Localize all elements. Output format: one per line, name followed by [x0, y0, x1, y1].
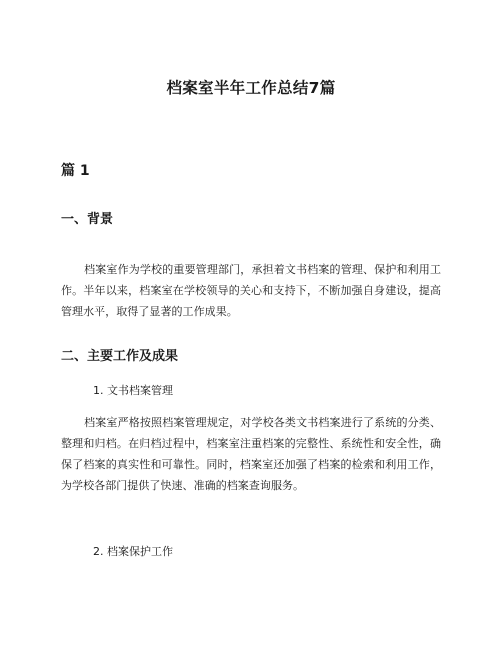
document-archive-paragraph: 档案室严格按照档案管理规定，对学校各类文书档案进行了系统的分类、整理和归档。在归档过程中，档案室注重档案的完整性、系统性和安全性，确保了档案的真实性和可靠性。同时，档案室还加强了档案的检索和利用工作，为学校各部门提供了快速、准确的档案查询服务。	[61, 416, 441, 492]
document-title: 档案室半年工作总结7篇	[166, 79, 336, 97]
section-heading-main-work: 二、主要工作及成果	[61, 349, 179, 364]
subheading-archive-protection: 2. 档案保护工作	[93, 545, 173, 558]
background-paragraph: 档案室作为学校的重要管理部门，承担着文书档案的管理、保护和利用工作。半年以来，档案室在学校领导的关心和支持下，不断加强自身建设，提高管理水平，取得了显著的工作成果。	[61, 263, 441, 318]
subheading-document-archive: 1. 文书档案管理	[93, 384, 173, 397]
part-title: 篇 1	[61, 163, 90, 179]
section-heading-background: 一、背景	[61, 212, 114, 227]
